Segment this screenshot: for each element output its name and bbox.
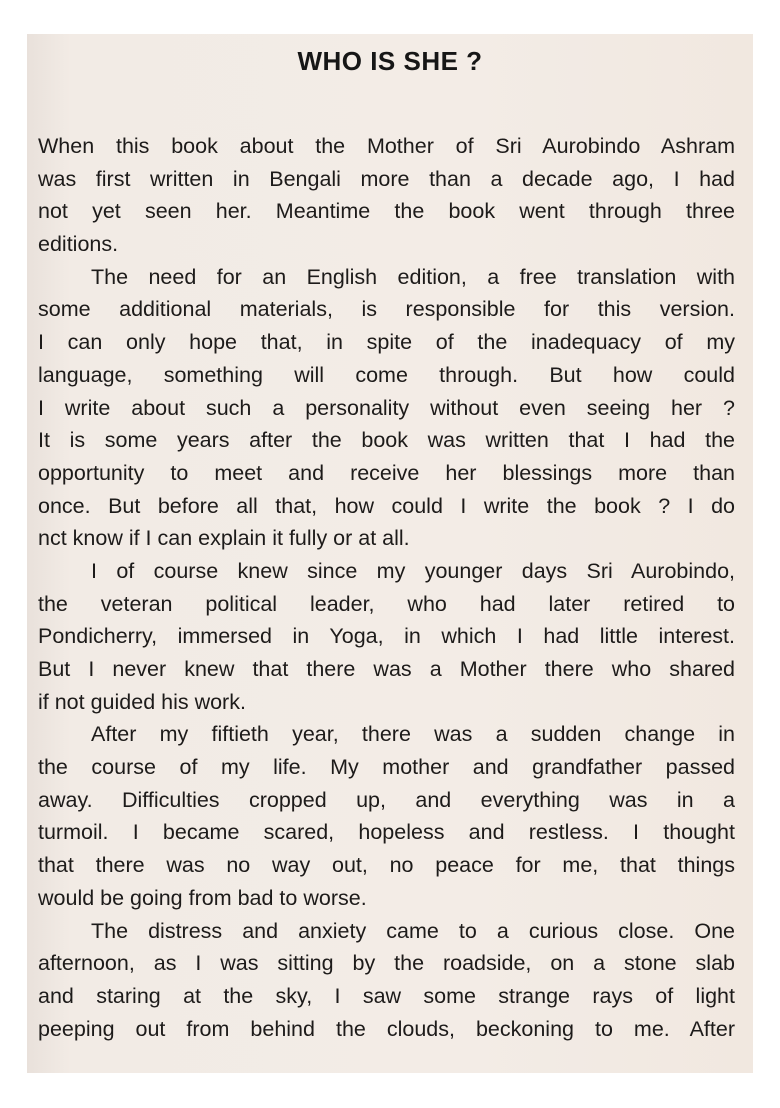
text-line: Pondicherry, immersed in Yoga, in which I had little interest.: [38, 624, 735, 649]
text-line: turmoil. I became scared, hopeless and restless. I thought: [38, 820, 735, 845]
text-line: that there was no way out, no peace for me, that things: [38, 853, 735, 878]
text-line: The distress and anxiety came to a curious close. One: [91, 918, 735, 943]
text-line: away. Difficulties cropped up, and everything was in a: [38, 787, 735, 812]
text-line: editions.: [38, 232, 119, 257]
text-line: peeping out from behind the clouds, beckoning to me. After: [38, 1016, 735, 1041]
text-line: language, something will come through. But how could: [38, 362, 735, 387]
paragraph: [38, 261, 735, 555]
paragraph: [38, 718, 735, 914]
text-line: I of course knew since my younger days Sri Aurobindo,: [91, 558, 735, 583]
text-line: would be going from bad to worse.: [38, 885, 367, 910]
text-line: It is some years after the book was written that I had the: [38, 428, 735, 453]
text-line: But I never knew that there was a Mother there who shared: [38, 657, 735, 681]
text-line: After my fiftieth year, there was a sudden change in: [91, 722, 735, 747]
text-line: I can only hope that, in spite of the inadequacy of my: [38, 330, 735, 355]
text-line: The need for an English edition, a free translation with: [91, 264, 735, 289]
paragraph: [38, 555, 735, 718]
text-line: was first written in Bengali more than a decade ago, I had: [38, 166, 735, 191]
text-line: once. But before all that, how could I write the book ? I do: [38, 493, 735, 518]
paragraph: [38, 130, 735, 261]
paragraph: [38, 915, 735, 1046]
text-line: not yet seen her. Meantime the book went through three: [38, 199, 735, 224]
text-line: some additional materials, is responsible for this version.: [38, 297, 735, 322]
text-line: the veteran political leader, who had later retired to: [38, 591, 735, 616]
chapter-body: [38, 130, 735, 1045]
text-line: and staring at the sky, I saw some strange rays of light: [38, 983, 735, 1008]
text-line: I write about such a personality without even seeing her ?: [38, 395, 735, 420]
text-line: nct know if I can explain it fully or at all.: [38, 526, 410, 551]
book-page: [27, 34, 753, 1073]
text-line: if not guided his work.: [38, 689, 246, 714]
text-line: When this book about the Mother of Sri Aurobindo Ashram: [38, 134, 735, 158]
chapter-title: WHO IS SHE ?: [297, 46, 483, 76]
text-line: opportunity to meet and receive her blessings more than: [38, 460, 735, 485]
text-line: afternoon, as I was sitting by the roadside, on a stone slab: [38, 951, 735, 976]
text-line: the course of my life. My mother and grandfather passed: [38, 755, 735, 780]
